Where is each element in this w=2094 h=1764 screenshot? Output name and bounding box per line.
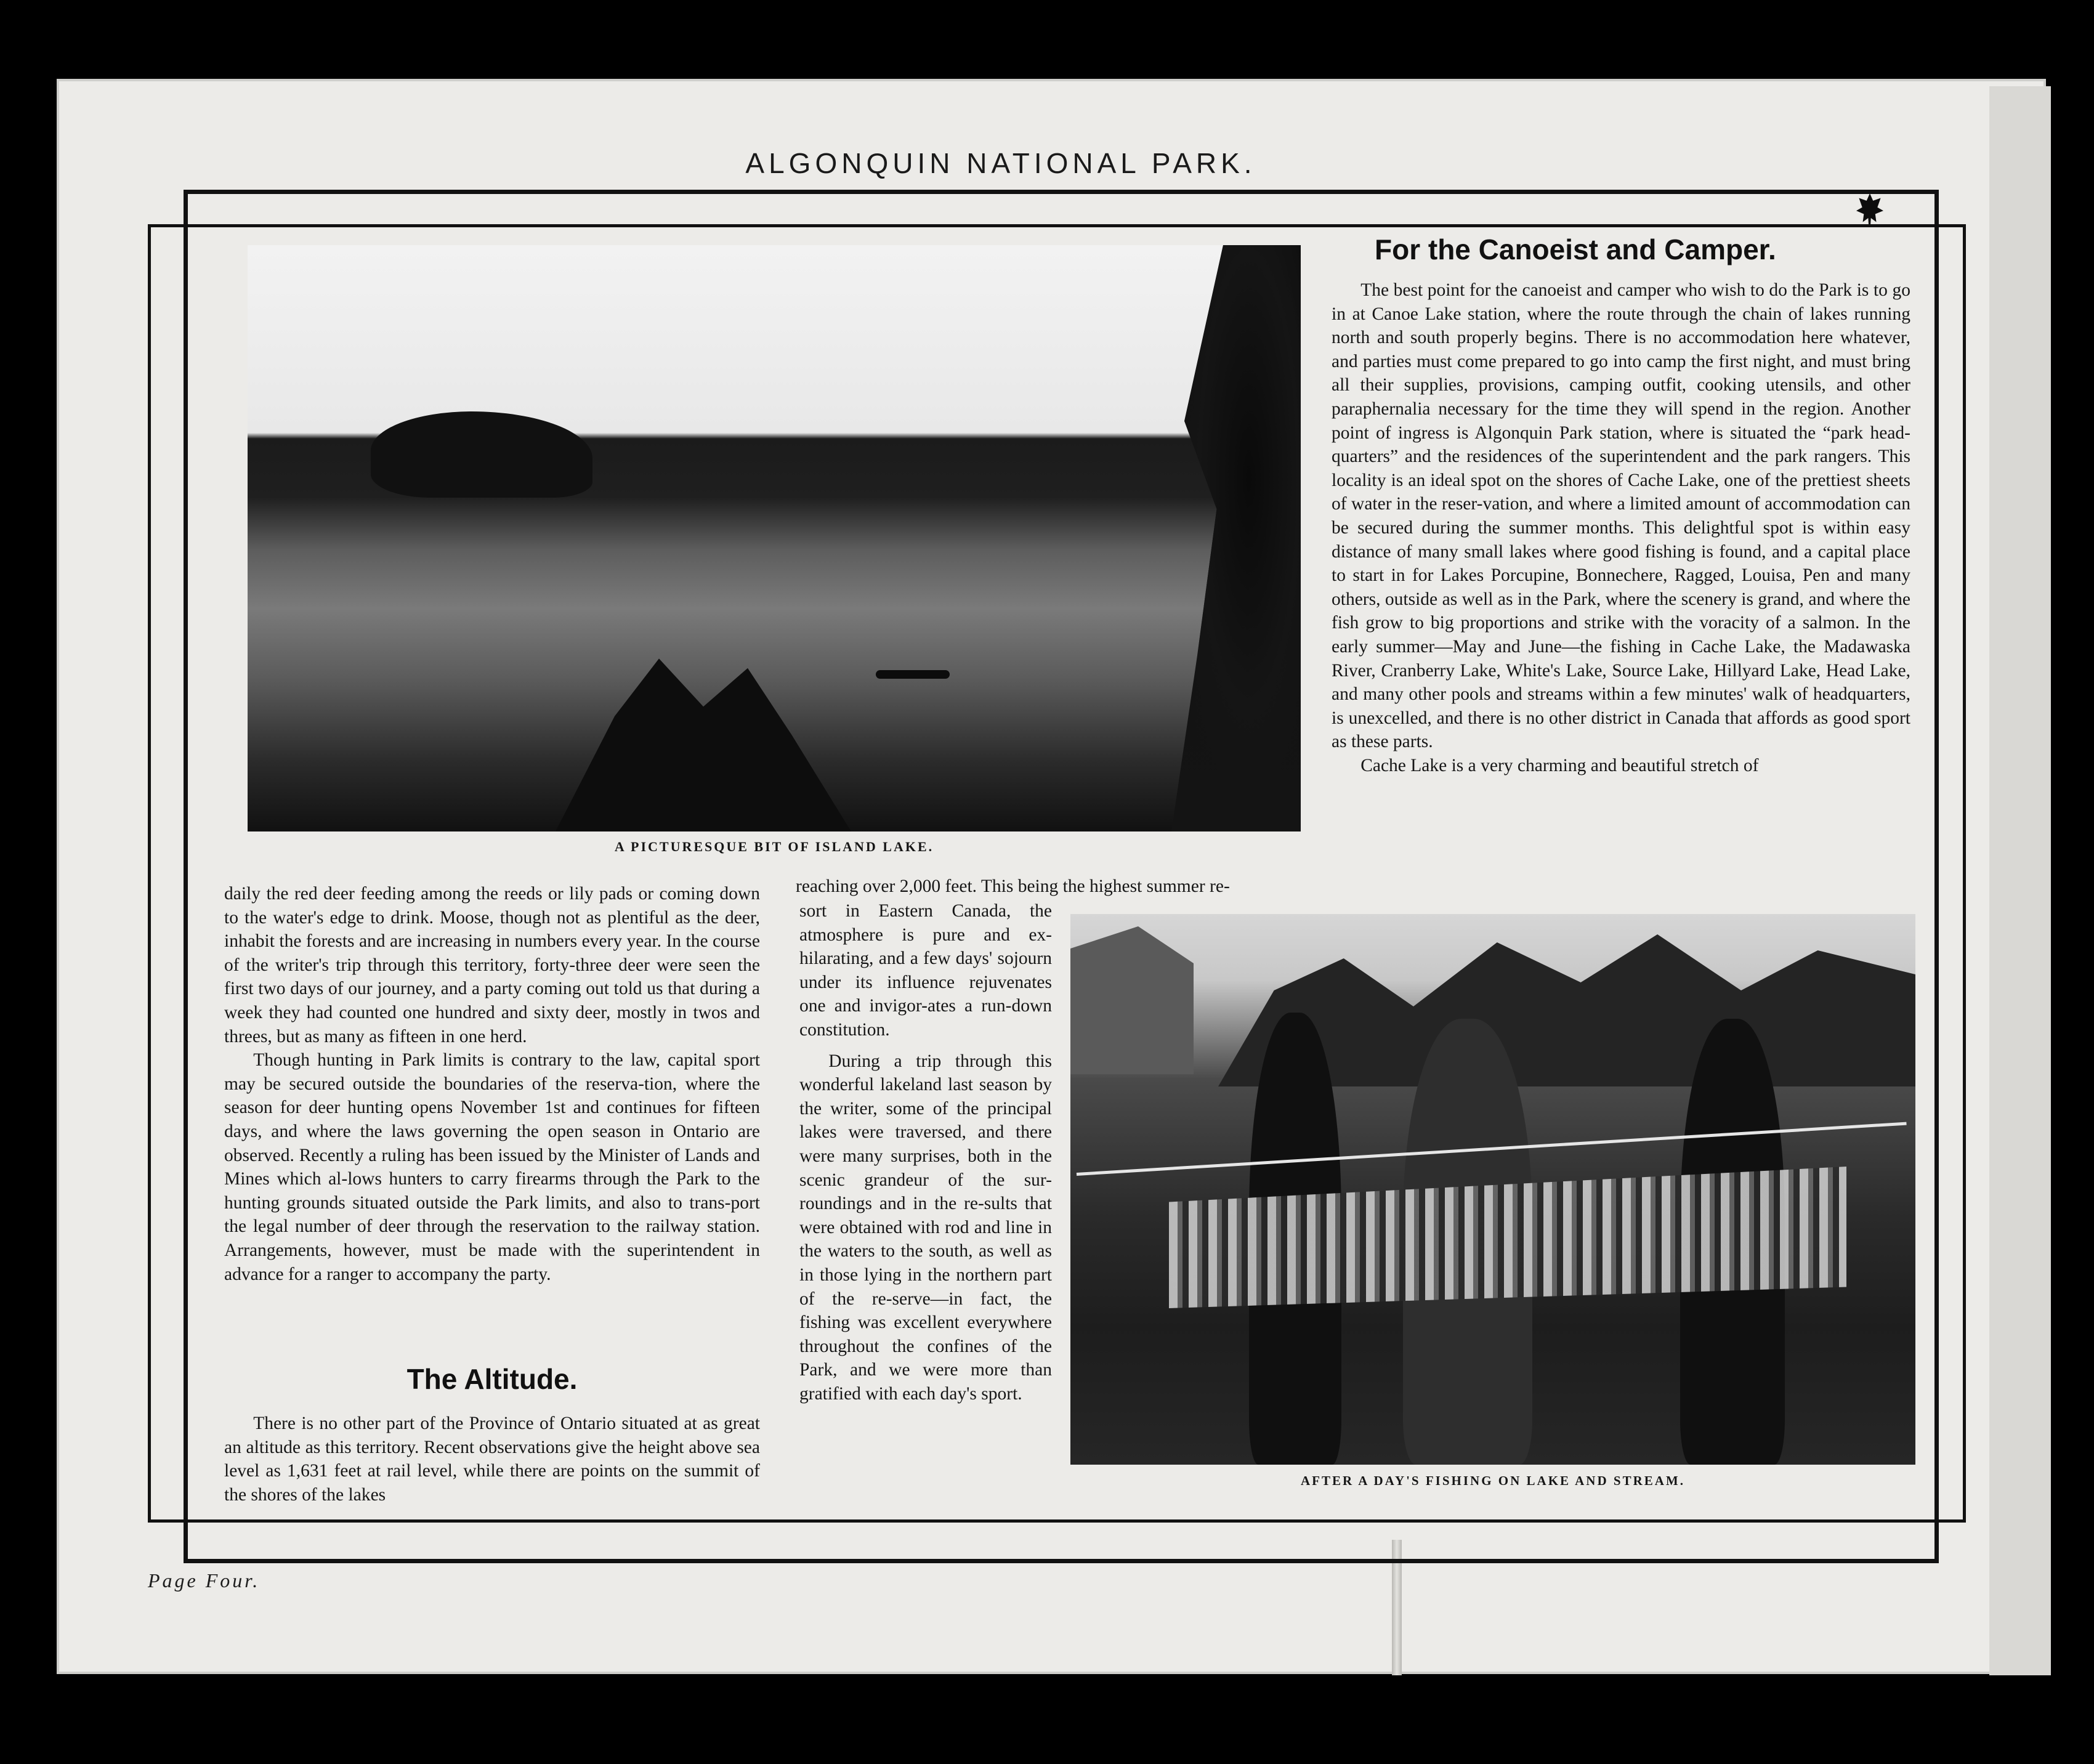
left-column-paragraph: daily the red deer feeding among the reeds or lily pads or coming down to the water's edge to drink. Moose, though not as plentiful as the deer, inhabit the forests and are increasing in numbers every year. In the course of the writer's trip through this territory, forty-three deer were seen the first two days of our journey, and a party coming out told us that during a week they had counted one hundred and sixty deer, mostly in twos and threes, but as many as fifteen in one herd. (224, 884, 760, 1046)
page-frame-inner (148, 224, 1966, 1523)
lake-photo-caption: A PICTURESQUE BIT OF ISLAND LAKE. (614, 839, 934, 854)
page-folio: Page Four. (148, 1569, 261, 1592)
altitude-heading: The Altitude. (406, 1363, 578, 1395)
fishing-photo-caption: AFTER A DAY'S FISHING ON LAKE AND STREAM. (1301, 1473, 1685, 1488)
running-head: ALGONQUIN NATIONAL PARK. (745, 147, 1256, 179)
altitude-paragraph: There is no other part of the Province of Ontario situated at as great an altitude as this territory. Recent observations give the height above sea level as 1,631 feet at rail level, while there are points on the summit of the shores of the lakes (224, 1414, 760, 1505)
canoeist-paragraph: The best point for the canoeist and camper who wish to do the Park is to go in at Canoe Lake station, where the route through the chain of lakes running north and south properly begins. There is no accommodation here whatever, and parties must come prepared to go into camp the first night, and must bring all their supplies, provisions, camping outfit, cooking utensils, and other paraphernalia necessary for the time they will spend in the region. Another point of ingress is Algonquin Park station, where is situated the “park head-quarters” and the residences of the superintendent and the park rangers. This locality is an ideal spot on the shores of Cache Lake, one of the prettiest sheets of water in the reser-vation, and where a limited amount of accommodation can be secured during the summer months. This delightful spot is within easy distance of many small lakes where good fishing is found, and a capital place to start in for Lakes Porcupine, Bonnechere, Ragged, Louisa, Pen and many others, outside as well as in the Park, where the scenery is grand, and where the fish grow to big proportions and strike with the voracity of a salmon. In the early summer—May and June—the fishing in Cache Lake, the Madawaska River, Cranberry Lake, White's Lake, Source Lake, Hillyard Lake, Head Lake, and many other pools and streams within a few minutes' walk of headquarters, is unexcelled, and there is no other district in Canada that affords as good sport as these parts. (1332, 280, 1910, 752)
canoeist-heading: For the Canoeist and Camper. (1375, 233, 1776, 265)
canoeist-paragraph: Cache Lake is a very charming and beautiful stretch of (1360, 755, 1759, 775)
paper-underlayer (1989, 86, 2051, 1675)
left-column-paragraph: Though hunting in Park limits is contrary to the law, capital sport may be secured outside the boundaries of the reserva-tion, where the season for deer hunting opens November 1st and continues for fifteen days, and where the laws governing the open season in Ontario are observed. Recently a ruling has been issued by the Minister of Lands and Mines which al-lows hunters to carry firearms through the Park to the hunting grounds situated outside the Park limits, and also to trans-port the legal number of deer through the reservation to the railway station. Arrangements, however, must be made with the superintendent in advance for a ranger to accompany the party. (224, 1050, 760, 1284)
middle-column-lead-line: reaching over 2,000 feet. This being the highest summer re- (796, 876, 1230, 896)
middle-column-paragraph: sort in Eastern Canada, the atmosphere is pure and ex-hilarating, and a few days' sojourn under its influence rejuvenates one and invigor-ates a run-down constitution. (799, 901, 1052, 1040)
middle-column-paragraph: During a trip through this wonderful lakeland last season by the writer, some of the principal lakes were traversed, and there were many surprises, both in the scenic grandeur of the sur-roundings and in the re-sults that were obtained with rod and line in the waters to the south, as well as in those lying in the northern part of the re-serve—in fact, the fishing was excellent everywhere throughout the confines of the Park, and we were more than gratified with each day's sport. (799, 1051, 1052, 1404)
